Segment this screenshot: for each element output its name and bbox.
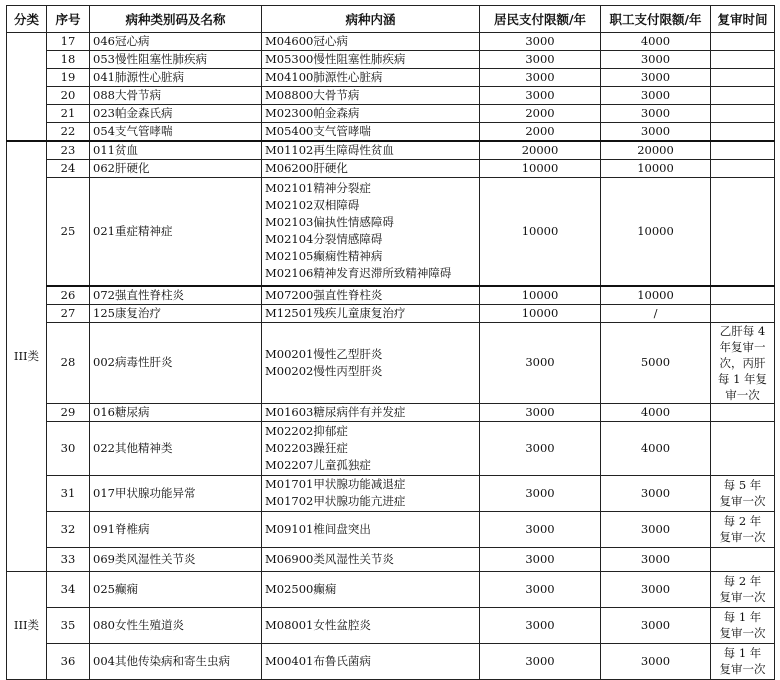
disease-scope-cell (262, 322, 480, 403)
table-row (7, 475, 775, 511)
table-row (7, 607, 775, 643)
disease-scope-cell (262, 304, 480, 322)
scope-line: M02105癫痫性精神病 (265, 249, 383, 264)
disease-scope-cell (262, 547, 480, 571)
scope-line: M08001女性盆腔炎 (265, 617, 371, 632)
scope-line: M01102再生障碍性贫血 (265, 143, 394, 157)
seq-cell: 32 (47, 511, 90, 547)
employee-limit-cell: 3000 (601, 643, 711, 679)
seq-cell: 19 (47, 69, 90, 87)
employee-limit-cell: 3000 (601, 571, 711, 607)
disease-name-cell: 002病毒性肝炎 (90, 322, 262, 403)
resident-limit-cell: 3000 (480, 322, 601, 403)
resident-limit-cell: 3000 (480, 643, 601, 679)
disease-scope-cell (262, 403, 480, 421)
disease-name-cell: 017甲状腺功能异常 (90, 475, 262, 511)
table-row (7, 403, 775, 421)
disease-scope-cell (262, 105, 480, 123)
disease-scope-cell (262, 123, 480, 142)
header-resident-limit: 居民支付限额/年 (480, 6, 601, 33)
disease-scope-cell (262, 33, 480, 51)
table-row (7, 105, 775, 123)
resident-limit-cell: 3000 (480, 33, 601, 51)
disease-name-cell: 023帕金森氏病 (90, 105, 262, 123)
scope-line: M01701甲状腺功能减退症 (265, 477, 406, 491)
resident-limit-cell: 10000 (480, 286, 601, 305)
review-line: 复审一次 (719, 626, 766, 640)
disease-name-cell: 054支气管哮喘 (90, 123, 262, 142)
scope-line: M08800大骨节病 (265, 88, 360, 102)
employee-limit-cell: 3000 (601, 51, 711, 69)
employee-limit-cell: 10000 (601, 286, 711, 305)
table-row (7, 69, 775, 87)
scope-line: M02102双相障碍 (265, 198, 360, 213)
disease-payment-table (6, 5, 775, 680)
review-line: 复审一次 (719, 662, 766, 676)
review-time-cell (711, 322, 775, 403)
table-row (7, 511, 775, 547)
resident-limit-cell: 3000 (480, 571, 601, 607)
disease-name-cell: 053慢性阻塞性肺疾病 (90, 51, 262, 69)
review-time-cell (711, 421, 775, 475)
table-row (7, 643, 775, 679)
seq-cell: 28 (47, 322, 90, 403)
resident-limit-cell: 3000 (480, 69, 601, 87)
review-time-cell (711, 160, 775, 178)
category-cell (7, 33, 47, 142)
seq-cell: 21 (47, 105, 90, 123)
seq-cell: 29 (47, 403, 90, 421)
review-line: 年复审一 (719, 339, 766, 354)
scope-line: M02207儿童孤独症 (265, 457, 371, 472)
review-time-cell (711, 33, 775, 51)
seq-cell: 17 (47, 33, 90, 51)
review-time-cell (711, 304, 775, 322)
disease-scope-cell (262, 69, 480, 87)
review-line: 每 2 年 (723, 514, 762, 528)
table-row (7, 160, 775, 178)
seq-cell: 18 (47, 51, 90, 69)
resident-limit-cell: 10000 (480, 304, 601, 322)
disease-name-cell: 091脊椎病 (90, 511, 262, 547)
seq-cell: 27 (47, 304, 90, 322)
employee-limit-cell: / (601, 304, 711, 322)
employee-limit-cell: 3000 (601, 69, 711, 87)
table-row (7, 322, 775, 403)
employee-limit-cell: 10000 (601, 178, 711, 286)
scope-line: M06200肝硬化 (265, 161, 348, 175)
seq-cell: 34 (47, 571, 90, 607)
review-line: 次，丙肝 (719, 355, 766, 370)
scope-line: M02103偏执性情感障碍 (265, 215, 394, 230)
table-row (7, 421, 775, 475)
table-row (7, 141, 775, 160)
review-time-cell (711, 547, 775, 571)
scope-line: M09101椎间盘突出 (265, 521, 371, 536)
disease-name-cell: 011贫血 (90, 141, 262, 160)
scope-line: M07200强直性脊柱炎 (265, 287, 383, 302)
disease-name-cell: 004其他传染病和寄生虫病 (90, 643, 262, 679)
table-row (7, 304, 775, 322)
table-row (7, 123, 775, 142)
review-time-cell (711, 286, 775, 305)
employee-limit-cell: 3000 (601, 547, 711, 571)
disease-scope-cell (262, 643, 480, 679)
employee-limit-cell: 4000 (601, 33, 711, 51)
review-time-cell (711, 643, 775, 679)
table-row (7, 178, 775, 286)
disease-name-cell: 016糖尿病 (90, 403, 262, 421)
review-time-cell (711, 475, 775, 511)
scope-line: M04600冠心病 (265, 34, 348, 48)
review-line: 审一次 (725, 387, 760, 402)
disease-name-cell: 041肺源性心脏病 (90, 69, 262, 87)
review-time-cell (711, 607, 775, 643)
review-time-cell (711, 105, 775, 123)
table-header-row (7, 6, 775, 33)
review-time-cell (711, 511, 775, 547)
resident-limit-cell: 20000 (480, 141, 601, 160)
resident-limit-cell: 3000 (480, 403, 601, 421)
disease-name-cell: 025癫痫 (90, 571, 262, 607)
scope-line: M02300帕金森病 (265, 106, 360, 120)
category-cell: III类 (7, 141, 47, 571)
scope-line: M02106精神发育迟滞所致精神障碍 (265, 266, 452, 281)
employee-limit-cell: 5000 (601, 322, 711, 403)
disease-scope-cell (262, 51, 480, 69)
review-line: 复审一次 (719, 590, 766, 604)
header-category: 分类 (7, 6, 47, 33)
scope-line: M02203躁狂症 (265, 440, 348, 455)
scope-line: M02202抑郁症 (265, 423, 348, 438)
resident-limit-cell: 10000 (480, 178, 601, 286)
disease-name-cell: 080女性生殖道炎 (90, 607, 262, 643)
resident-limit-cell: 2000 (480, 123, 601, 142)
scope-line: M12501残疾儿童康复治疗 (265, 305, 406, 320)
header-review-time: 复审时间 (711, 6, 775, 33)
seq-cell: 20 (47, 87, 90, 105)
disease-name-cell: 069类风湿性关节炎 (90, 547, 262, 571)
table-row (7, 51, 775, 69)
disease-name-cell: 072强直性脊柱炎 (90, 286, 262, 305)
employee-limit-cell: 3000 (601, 475, 711, 511)
disease-scope-cell (262, 178, 480, 286)
scope-line: M02101精神分裂症 (265, 181, 371, 196)
disease-name-cell: 022其他精神类 (90, 421, 262, 475)
resident-limit-cell: 2000 (480, 105, 601, 123)
disease-name-cell: 021重症精神症 (90, 178, 262, 286)
resident-limit-cell: 3000 (480, 547, 601, 571)
seq-cell: 25 (47, 178, 90, 286)
resident-limit-cell: 3000 (480, 421, 601, 475)
employee-limit-cell: 20000 (601, 141, 711, 160)
scope-line: M04100肺源性心脏病 (265, 70, 383, 84)
review-line: 每 2 年 (723, 574, 762, 588)
review-time-cell (711, 571, 775, 607)
disease-scope-cell (262, 160, 480, 178)
seq-cell: 22 (47, 123, 90, 142)
resident-limit-cell: 3000 (480, 51, 601, 69)
review-time-cell (711, 403, 775, 421)
scope-line: M02104分裂情感障碍 (265, 232, 383, 247)
scope-line: M02500癫痫 (265, 581, 337, 596)
scope-line: M01702甲状腺功能亢进症 (265, 494, 406, 508)
header-seq: 序号 (47, 6, 90, 33)
seq-cell: 33 (47, 547, 90, 571)
seq-cell: 24 (47, 160, 90, 178)
scope-line: M01603糖尿病伴有并发症 (265, 404, 406, 419)
scope-line: M00401布鲁氏菌病 (265, 653, 371, 668)
table-row (7, 547, 775, 571)
disease-scope-cell (262, 87, 480, 105)
seq-cell: 35 (47, 607, 90, 643)
review-line: 复审一次 (719, 530, 766, 544)
employee-limit-cell: 3000 (601, 87, 711, 105)
disease-scope-cell (262, 571, 480, 607)
seq-cell: 31 (47, 475, 90, 511)
resident-limit-cell: 3000 (480, 511, 601, 547)
header-code-name: 病种类别码及名称 (90, 6, 262, 33)
review-line: 乙肝每 4 (719, 323, 766, 338)
disease-name-cell: 125康复治疗 (90, 304, 262, 322)
employee-limit-cell: 10000 (601, 160, 711, 178)
review-time-cell (711, 123, 775, 142)
table-row (7, 571, 775, 607)
seq-cell: 26 (47, 286, 90, 305)
table-body (7, 33, 775, 680)
employee-limit-cell: 4000 (601, 421, 711, 475)
category-cell: III类 (7, 571, 47, 679)
review-line: 复审一次 (719, 494, 766, 508)
table-row (7, 286, 775, 305)
review-line: 每 1 年 (723, 646, 762, 660)
disease-scope-cell (262, 607, 480, 643)
scope-line: M05400支气管哮喘 (265, 124, 371, 138)
review-line: 每 1 年 (723, 610, 762, 624)
employee-limit-cell: 3000 (601, 511, 711, 547)
resident-limit-cell: 3000 (480, 475, 601, 511)
review-time-cell (711, 178, 775, 286)
review-time-cell (711, 141, 775, 160)
seq-cell: 23 (47, 141, 90, 160)
resident-limit-cell: 10000 (480, 160, 601, 178)
disease-scope-cell (262, 286, 480, 305)
review-time-cell (711, 51, 775, 69)
disease-name-cell: 088大骨节病 (90, 87, 262, 105)
disease-name-cell: 046冠心病 (90, 33, 262, 51)
scope-line: M00201慢性乙型肝炎 (265, 346, 383, 361)
employee-limit-cell: 3000 (601, 123, 711, 142)
disease-name-cell: 062肝硬化 (90, 160, 262, 178)
review-line: 每 1 年复 (717, 371, 768, 386)
table-row (7, 87, 775, 105)
employee-limit-cell: 3000 (601, 105, 711, 123)
scope-line: M06900类风湿性关节炎 (265, 551, 394, 566)
seq-cell: 36 (47, 643, 90, 679)
disease-scope-cell (262, 511, 480, 547)
scope-line: M00202慢性丙型肝炎 (265, 363, 383, 378)
employee-limit-cell: 4000 (601, 403, 711, 421)
resident-limit-cell: 3000 (480, 87, 601, 105)
review-time-cell (711, 69, 775, 87)
header-employee-limit: 职工支付限额/年 (601, 6, 711, 33)
table-row (7, 33, 775, 51)
header-scope: 病种内涵 (262, 6, 480, 33)
review-line: 每 5 年 (723, 478, 762, 492)
disease-scope-cell (262, 421, 480, 475)
scope-line: M05300慢性阻塞性肺疾病 (265, 52, 406, 66)
employee-limit-cell: 3000 (601, 607, 711, 643)
disease-scope-cell (262, 141, 480, 160)
seq-cell: 30 (47, 421, 90, 475)
resident-limit-cell: 3000 (480, 607, 601, 643)
disease-scope-cell (262, 475, 480, 511)
review-time-cell (711, 87, 775, 105)
